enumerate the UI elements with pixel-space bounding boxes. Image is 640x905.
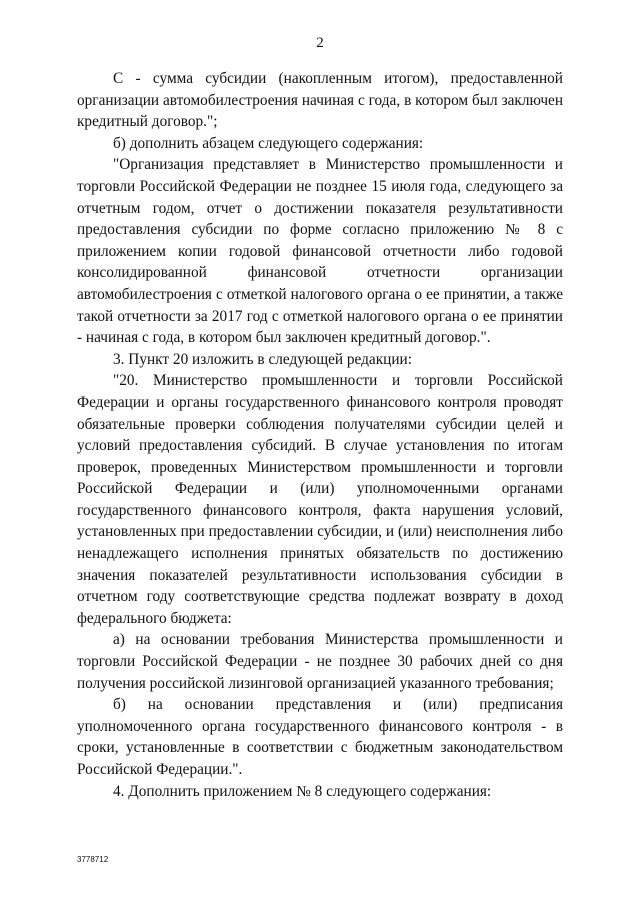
page-number: 2 xyxy=(316,35,324,51)
paragraph-formula-definition: С - сумма субсидии (накопленным итогом), предоставленной организации автомобилестроения начиная с года, в котором был заключен кредитный договор."; xyxy=(77,70,563,131)
paragraph-report-requirement: "Организация представляет в Министерство промышленности и торговли Российской Федерации не позднее 15 июля года, следующего за отчетным годом, отчет о достижении показателя результативности предоставления субсидии по форме согласно приложению № 8 с приложением копии годовой финансовой отчетности либо годовой консолидированной финансовой отчетности организации автомобилестроения с отметкой налогового органа о ее принятии, а также такой отчетности за 2017 год с отметкой налогового органа о ее принятии - начиная с года, в котором был заключен кредитный договор.". xyxy=(77,156,563,347)
paragraph-item-20-text: "20. Министерство промышленности и торговли Российской Федерации и органы государственного финансового контроля проводят обязательные проверки соблюдения получателями субсидии целей и условий предоставления субсидий. В случае установления по итогам проверок, проведенных Министерством промышленности и торговли Российской Федерации и (или) уполномоченными органами государственного финансового контроля, факта нарушения условий, установленных при предоставлении субсидии, и (или) неисполнения либо ненадлежащего исполнения принятых обязательств по достижению значения показателей результативности использования субсидии в отчетном году соответствующие средства подлежат возврату в доход федерального бюджета: xyxy=(77,372,563,627)
paragraph-subitem-b-intro: б) дополнить абзацем следующего содержания: xyxy=(113,134,424,152)
paragraph-subitem-b: б) на основании представления и (или) предписания уполномоченного органа государственного финансового контроля - в сроки, установленные в соответствии с бюджетным законодательством Российской Федерации.". xyxy=(77,696,563,778)
paragraph-subitem-a: а) на основании требования Министерства промышленности и торговли Российской Федерации - не позднее 30 рабочих дней со дня получения российской лизинговой организацией указанного требования; xyxy=(77,631,563,692)
document-code: 3778712 xyxy=(77,855,109,864)
paragraph-item-4: 4. Дополнить приложением № 8 следующего содержания: xyxy=(113,782,492,800)
paragraph-item-3-intro: 3. Пункт 20 изложить в следующей редакции: xyxy=(113,350,412,368)
document-body xyxy=(77,68,563,802)
